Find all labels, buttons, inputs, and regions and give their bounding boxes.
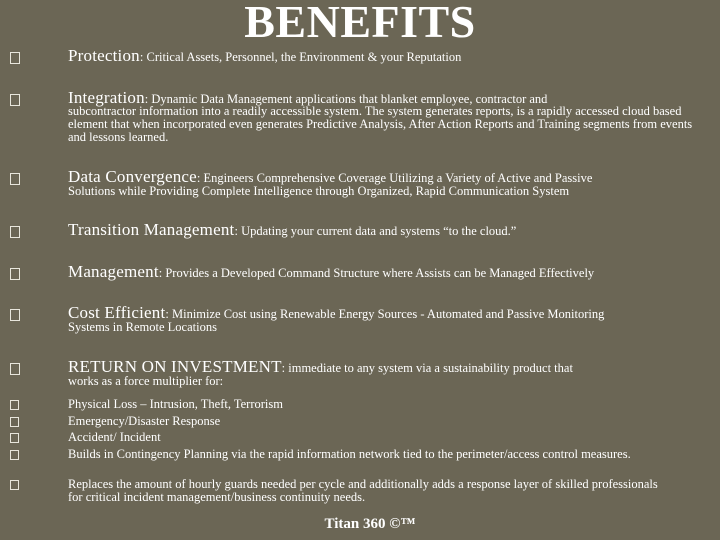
bullet-icon [10, 94, 20, 106]
item-text-continued: Systems in Remote Locations [68, 320, 217, 334]
bullet-icon [10, 226, 20, 238]
item-text: : Updating your current data and systems “to the cloud.” [234, 224, 517, 238]
bullet-icon [10, 52, 20, 64]
item-heading: Management [68, 262, 159, 281]
bullet-icon [10, 450, 19, 460]
item-heading: RETURN ON INVESTMENT [68, 357, 282, 376]
item-heading: Integration [68, 88, 145, 107]
slide: BENEFITS Protection: Critical Assets, Personnel, the Environment & your Reputation Integration: Dynamic Data Management applications that blanket employee, contractor and subcontractor information into a readily accessible system. The system generates reports, is a rapidly accessed cloud based element that when incorporated even generates Predictive Analysis, After Action Reports and Training segments from events and lessons learned. Data Convergence: Engineers Comprehensive Coverage Utilizing a Variety of Active and Passive Solutions while Providing Complete Intelligence through Organized, Rapid Communication System Transition Management: Updating your current data and systems “to the cloud.” Management: Provides a Developed Command Structure where Assists can be Managed Effectively Cost Efficient: Minimize Cost using Renewable Energy Sources - Automated and Passive Monitoring Systems in Remote Locations RETURN ON INVESTMENT: immediate to any system via a sustainability product that works as a force multiplier for: Physical Loss – Intrusion, Theft, Terrorism Emergency/Disaster Response Accident/ Incident Builds in Contingency Planning via the rapid information network tied to the perimeter/access control measures. Replaces the amount of hourly guards needed per cycle and additionally adds a response layer of skilled professionals for critical incident management/business continuity needs. Titan 360 ©™ [0, 0, 720, 540]
item-text: : Dynamic Data Management applications that blanket employee, contractor and [144, 92, 548, 106]
item-heading: Protection [68, 46, 140, 65]
bullet-icon [10, 417, 19, 427]
footer-brand: Titan 360 ©™ [324, 516, 416, 532]
item-heading: Transition Management [68, 220, 235, 239]
item-text: : Minimize Cost using Renewable Energy Sources - Automated and Passive Monitoring [165, 307, 605, 321]
item-text-continued: subcontractor information into a readily accessible system. The system generates reports, is a rapidly accessed cloud based element that when incorporated even generates Predictive Analysis, After Action Reports and Training segments from events and lessons learned. [68, 104, 693, 144]
bullet-icon [10, 400, 19, 410]
bullet-icon [10, 480, 19, 490]
page-title: BENEFITS [244, 0, 476, 47]
bullet-icon [10, 268, 20, 280]
bullet-icon [10, 433, 19, 443]
item-text: : Provides a Developed Command Structure where Assists can be Managed Effectively [158, 266, 595, 280]
bullet-icon [10, 309, 20, 321]
item-text: : Critical Assets, Personnel, the Environment & your Reputation [139, 50, 462, 64]
item-heading: Data Convergence [68, 167, 197, 186]
item-text-continued: Solutions while Providing Complete Intelligence through Organized, Rapid Communication System [68, 184, 570, 198]
bullet-icon [10, 173, 20, 185]
item-text-continued: works as a force multiplier for: [68, 374, 224, 388]
item-text: : Engineers Comprehensive Coverage Utilizing a Variety of Active and Passive [196, 171, 593, 185]
bullet-icon [10, 363, 20, 375]
item-heading: Cost Efficient [68, 303, 166, 322]
item-text: : immediate to any system via a sustainability product that [281, 361, 573, 375]
